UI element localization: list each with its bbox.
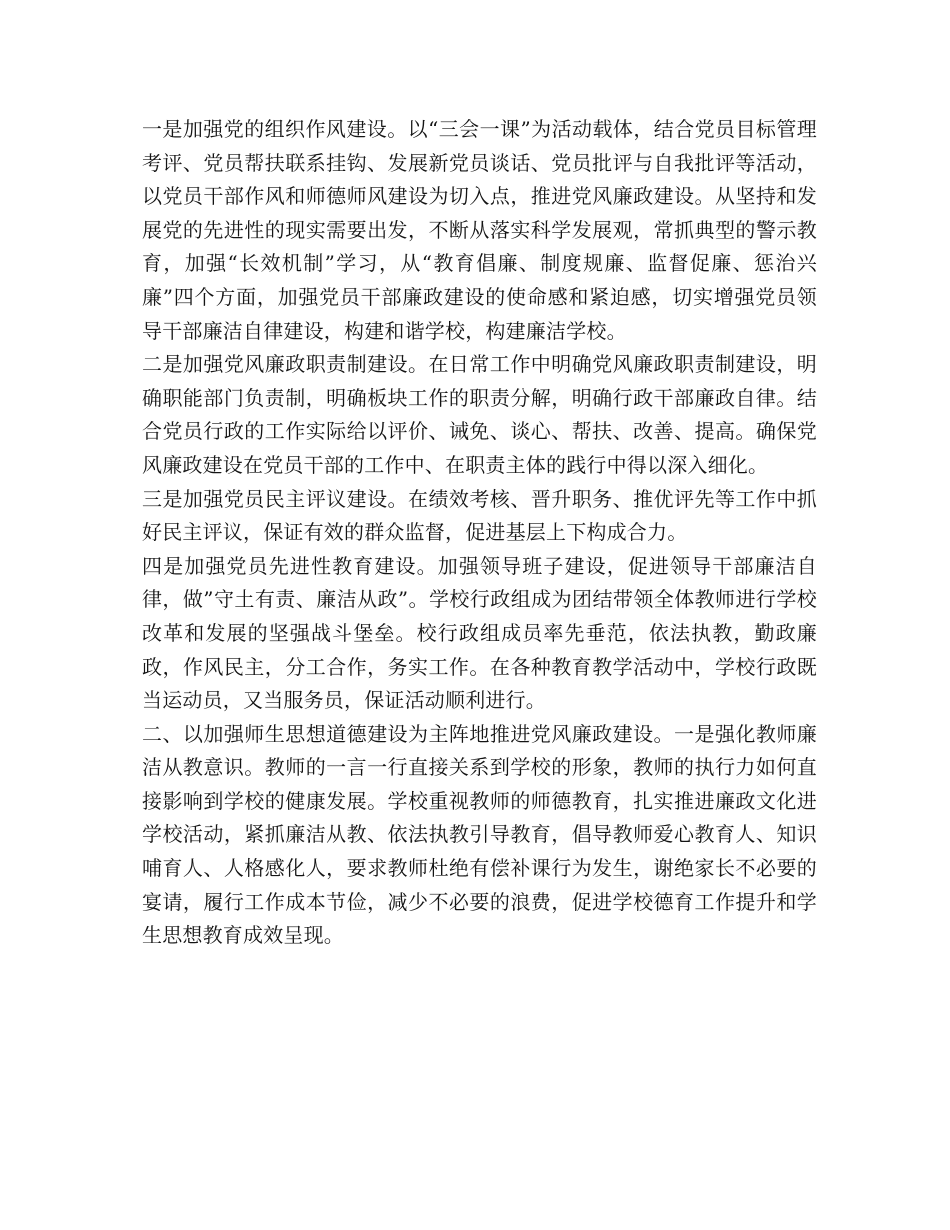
paragraph-advanced-education: 四是加强党员先进性教育建设。加强领导班子建设，促进领导干部廉洁自律，做”守土有责、廉洁从政”。学校行政组成为团结带领全体教师进行学校改革和发展的坚强战斗堡垒。校行政组成员率先垂范，依法执教，勤政廉政，作风民主，分工合作，务实工作。在各种教育教学活动中，学校行政既当运动员，又当服务员，保证活动顺利进行。 <box>142 553 817 713</box>
document-page <box>142 113 817 953</box>
paragraph-teacher-student-ethics: 二、以加强师生思想道德建设为主阵地推进党风廉政建设。一是强化教师廉洁从教意识。教师的一言一行直接关系到学校的形象，教师的执行力如何直接影响到学校的健康发展。学校重视教师的师德教育，扎实推进廉政文化进学校活动，紧抓廉洁从教、依法执教引导教育，倡导教师爱心教育人、知识哺育人、人格感化人，要求教师杜绝有偿补课行为发生，谢绝家长不必要的宴请，履行工作成本节俭，减少不必要的浪费，促进学校德育工作提升和学生思想教育成效呈现。 <box>142 721 817 948</box>
paragraph-party-organization-style: 一是加强党的组织作风建设。以“三会一课”为活动载体，结合党员目标管理考评、党员帮扶联系挂钩、发展新党员谈话、党员批评与自我批评等活动，以党员干部作风和师德师风建设为切入点，推进党风廉政建设。从坚持和发展党的先进性的现实需要出发，不断从落实科学发展观，常抓典型的警示教育，加强“长效机制”学习，从“教育倡廉、制度规廉、监督促廉、惩治兴廉”四个方面，加强党员干部廉政建设的使命感和紧迫感，切实增强党员领导干部廉洁自律建设，构建和谐学校，构建廉洁学校。 <box>142 117 817 343</box>
paragraph-responsibility-system: 二是加强党风廉政职责制建设。在日常工作中明确党风廉政职责制建设，明确职能部门负责制，明确板块工作的职责分解，明确行政干部廉政自律。结合党员行政的工作实际给以评价、诫免、谈心、帮扶、改善、提高。确保党风廉政建设在党员干部的工作中、在职责主体的践行中得以深入细化。 <box>142 352 817 477</box>
paragraph-democratic-evaluation: 三是加强党员民主评议建设。在绩效考核、晋升职务、推优评先等工作中抓好民主评议，保证有效的群众监督，促进基层上下构成合力。 <box>142 486 817 545</box>
